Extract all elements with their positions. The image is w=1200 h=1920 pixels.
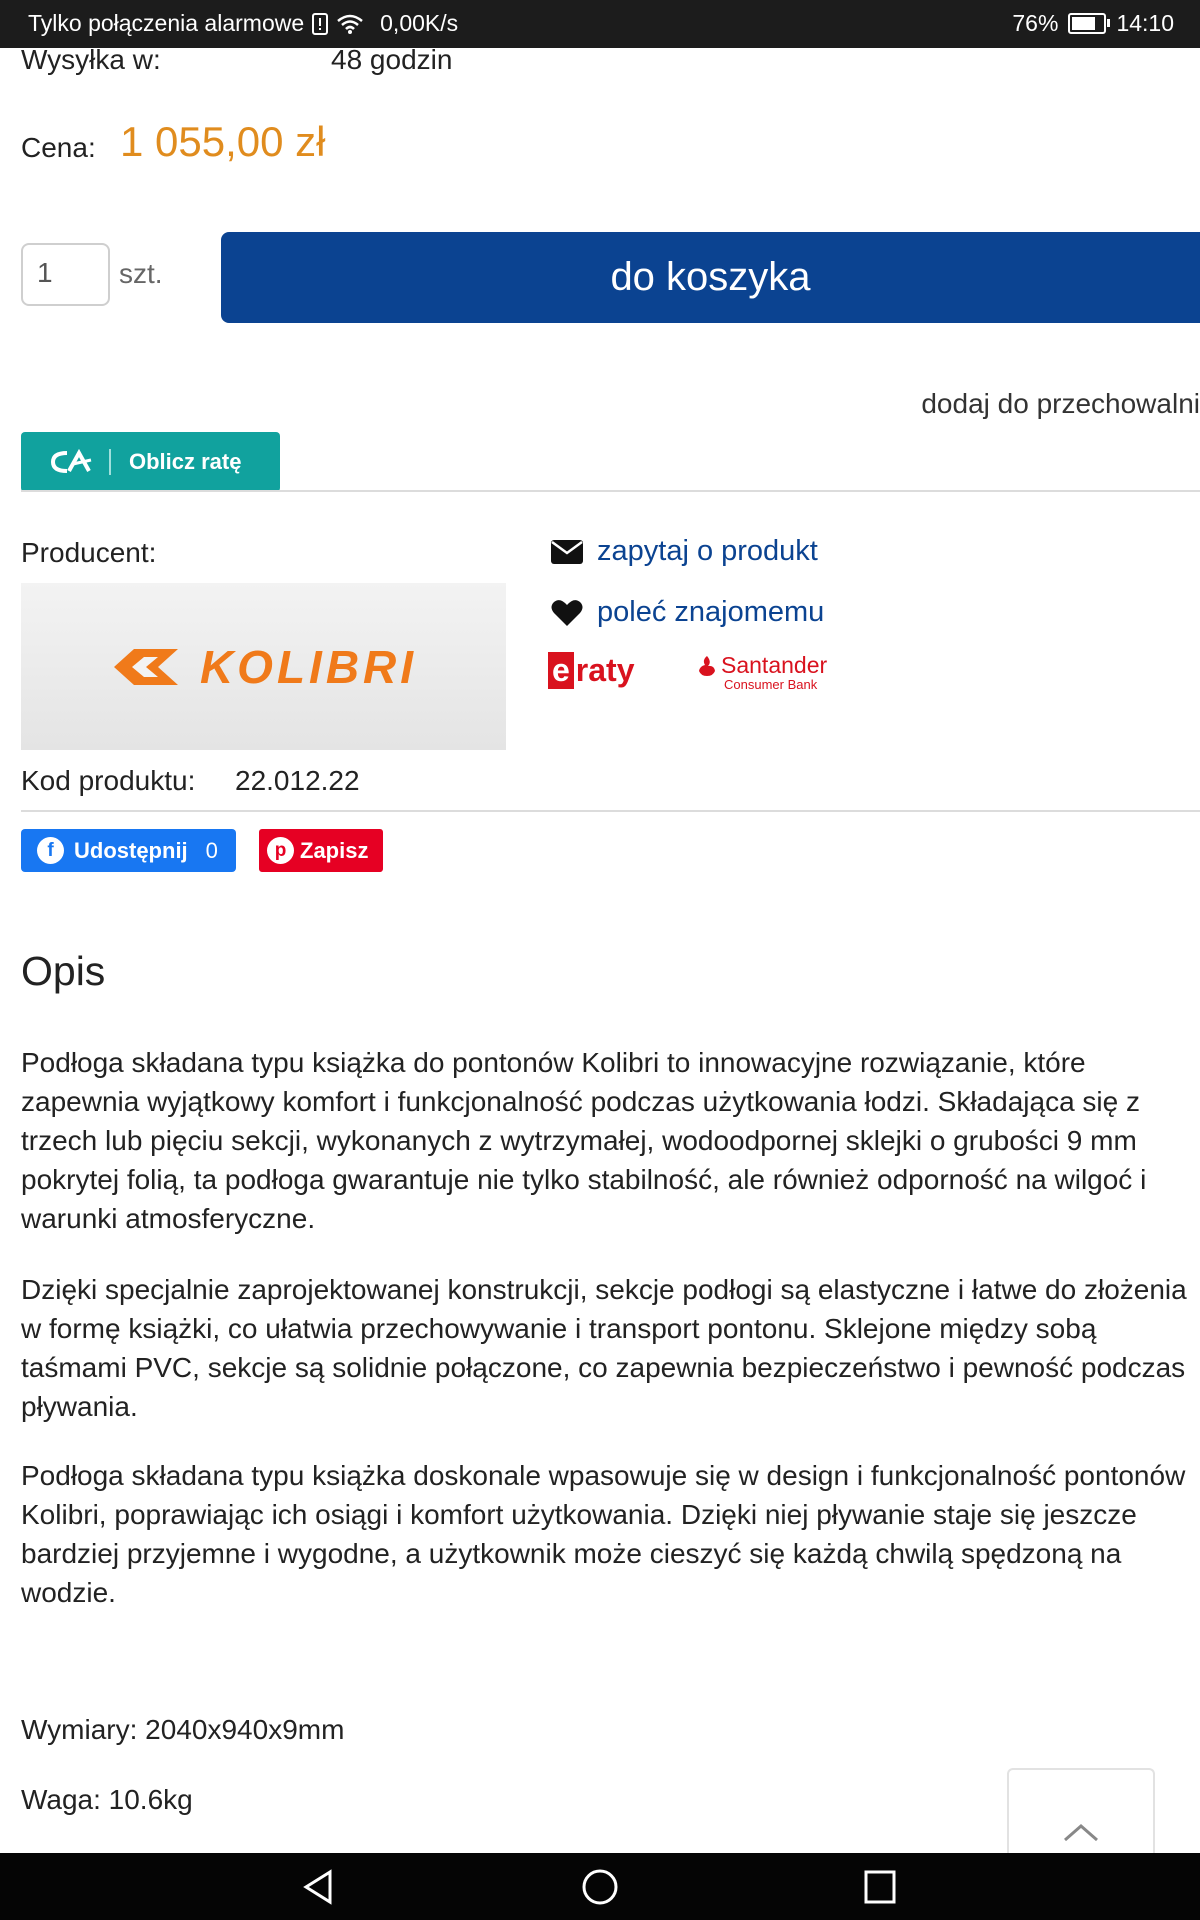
pinterest-icon: p <box>267 837 294 864</box>
wifi-icon <box>336 13 364 35</box>
price-value: 1 055,00 zł <box>120 118 326 165</box>
price-label: Cena: <box>21 132 96 163</box>
product-code-value: 22.012.22 <box>235 765 360 796</box>
producer-logo-text: KOLIBRI <box>199 640 418 693</box>
description-paragraph: Podłoga składana typu książka do pontonów Kolibri to innowacyjne rozwiązanie, które zapewnia wyjątkowy komfort i funkcjonalność podczas użytkowania łodzi. Składająca się z trzech lub pięciu sekcji, wykonanych z wytrzymałej, wodoodpornej sklejki o grubości 9 mm pokrytej folią, ta podłoga gwarantuje nie tylko stabilność, ale również odporność na wilgoć i warunki atmosferyczne. <box>21 1047 1147 1234</box>
status-bar <box>0 0 1200 48</box>
divider <box>21 490 1200 492</box>
facebook-icon: f <box>37 837 64 864</box>
recent-apps-icon[interactable] <box>862 1868 898 1906</box>
product-code-label: Kod produktu: <box>21 765 196 796</box>
pinterest-save-button[interactable] <box>259 829 383 872</box>
weight-text: Waga: 10.6kg <box>21 1784 193 1815</box>
battery-percent: 76% <box>1012 10 1059 36</box>
santander-subtitle: Consumer Bank <box>724 677 818 692</box>
shipping-label: Wysyłka w: <box>21 44 161 75</box>
network-speed: 0,00K/s <box>380 10 459 36</box>
heart-icon <box>551 599 583 627</box>
description-paragraph: Podłoga składana typu książka doskonale wpasowuje się w design i funkcjonalność pontonów Kolibri, poprawiając ich osiągi i komfort użytkowania. Dzięki niej pływanie staje się jeszcze bardziej przyjemne i wygodne, a użytkownik może cieszyć się każdą chwilą spędzoną na wodzie. <box>21 1460 1186 1608</box>
calculate-installment-label: Oblicz ratę <box>129 449 242 474</box>
battery-icon <box>1068 13 1106 34</box>
envelope-icon <box>551 540 583 564</box>
add-to-cart-button[interactable]: do koszyka <box>221 232 1200 323</box>
back-icon[interactable] <box>300 1868 336 1906</box>
divider <box>21 810 1200 812</box>
ask-product-link[interactable]: zapytaj o produkt <box>597 535 818 567</box>
santander-logo[interactable] <box>696 652 827 692</box>
sim-alert-icon <box>312 13 328 35</box>
eraty-logo[interactable] <box>548 652 635 689</box>
kolibri-logo-icon <box>110 644 182 690</box>
description-paragraph: Dzięki specjalnie zaprojektowanej konstrukcji, sekcje podłogi są elastyczne i łatwe do złożenia w formę książki, co ułatwia przechowywanie i transport pontonu. Sklejone między sobą taśmami PVC, sekcje są solidnie połączone, co zapewnia bezpieczeństwo i pewność podczas pływania. <box>21 1274 1187 1422</box>
eraty-e: e <box>548 652 574 689</box>
producer-logo[interactable] <box>21 583 506 750</box>
pinterest-save-label: Zapisz <box>300 837 369 863</box>
facebook-share-count: 0 <box>205 837 218 863</box>
dimensions-text: Wymiary: 2040x940x9mm <box>21 1714 345 1745</box>
calculate-installment-button[interactable] <box>21 432 280 492</box>
home-icon[interactable] <box>581 1868 619 1906</box>
quantity-input[interactable]: 1 <box>21 243 110 306</box>
producer-label: Producent: <box>21 537 157 568</box>
facebook-share-button[interactable] <box>21 829 236 872</box>
add-to-storage-link[interactable]: dodaj do przechowalni <box>921 388 1200 419</box>
santander-name: Santander <box>721 652 828 678</box>
eraty-text: raty <box>575 652 635 688</box>
carrier-text: Tylko połączenia alarmowe <box>28 10 305 36</box>
navigation-bar <box>0 1853 1200 1920</box>
credit-agricole-icon <box>47 447 97 477</box>
description-heading: Opis <box>21 948 106 994</box>
shipping-value: 48 godzin <box>331 44 453 75</box>
recommend-link[interactable]: poleć znajomemu <box>597 596 825 628</box>
flame-icon <box>696 655 718 677</box>
chevron-up-icon <box>1061 1820 1101 1844</box>
quantity-unit: szt. <box>119 258 163 289</box>
clock: 14:10 <box>1116 10 1174 36</box>
facebook-share-label: Udostępnij <box>74 837 188 863</box>
scroll-to-top-button[interactable] <box>1007 1768 1155 1862</box>
